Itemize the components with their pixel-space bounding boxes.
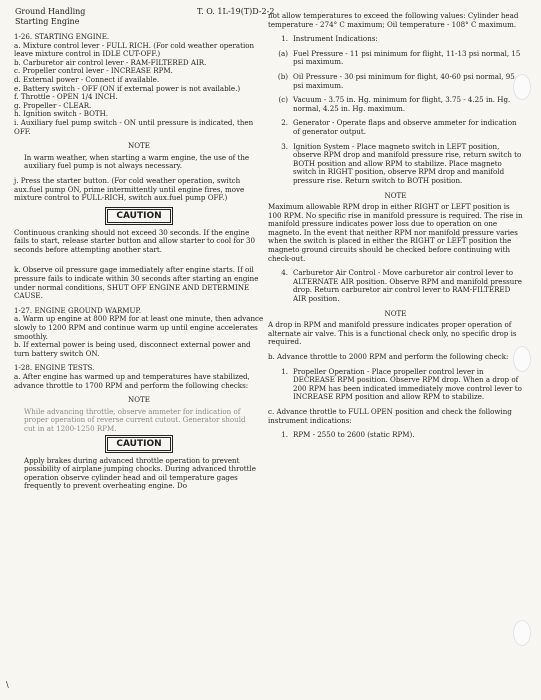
step: f. Throttle - OPEN 1/4 INCH. <box>14 92 118 102</box>
numbered-item: 2. Generator - Operate flaps and observe ammeter for indication of generator output. <box>281 118 517 136</box>
continued-text: not allow temperatures to exceed the following values: Cylinder head temperature - 274° C maximum; Oil temperature - 108° C maximum. <box>268 11 519 29</box>
step: a. After engine has warmed up and temperatures have stabilized, advance throttle to 1700 RPM and perform the following checks: <box>14 372 250 390</box>
section-title: Ground Handling <box>15 7 86 16</box>
step: a. Warm up engine at 800 RPM for at least one minute, then advance slowly to 1200 RPM and continue warm up until engine accelerates smoothly. <box>14 314 264 341</box>
sub-item: (b) Oil Pressure - 30 psi minimum for flight, 40-60 psi normal, 95 psi maximum. <box>277 71 515 90</box>
numbered-item: 3. Ignition System - Place magneto switch in LEFT position, observe RPM drop and manifold pressure rise, return switch to BOTH position and allow RPM to stabilize. Place magneto switch in RIGHT position, observe RPM drop and manifold pressure rise. Return switch to BOTH position. <box>281 141 522 185</box>
numbered-item: 1. RPM - 2550 to 2600 (static RPM). <box>281 430 415 440</box>
caution-text: Apply brakes during advanced throttle operation to prevent possibility of airplane jumping chocks. During advanced throttle operation observe cylinder head and oil temperature gages frequently to prevent overheating engine. Do <box>24 455 256 491</box>
right-column <box>268 12 523 440</box>
step: a. Mixture control lever - FULL RICH. (For cold weather operation leave mixture control in IDLE CUT-OFF.) <box>14 40 255 59</box>
note-heading: NOTE <box>384 190 407 200</box>
caution-label: CAUTION <box>107 437 171 451</box>
subsection-title: Starting Engine <box>15 17 80 26</box>
step: g. Propeller - CLEAR. <box>14 100 92 110</box>
section-heading: 1-28. ENGINE TESTS. <box>14 363 95 373</box>
step: b. Advance throttle to 2000 RPM and perform the following check: <box>268 352 509 361</box>
note-text: Maximum allowable RPM drop in either RIGHT or LEFT position is 100 RPM. No specific rise in manifold pressure is required. The rise in manifold pressure indicates power loss due to operation on one magneto. In the event that neither RPM nor manifold pressure varies when the switch is placed in either the RIGHT or LEFT position the magneto ground circuits should be checked before continuing with check-out. <box>268 202 523 263</box>
step: k. Observe oil pressure gage immediately after engine starts. If oil pressure fails to indicate within 30 seconds after starting an engine under normal conditions, SHUT OFF ENGINE AND DETERMINE CAUSE. <box>14 265 259 301</box>
note-text: In warm weather, when starting a warm engine, the use of the auxiliary fuel pump is not always necessary. <box>24 152 250 171</box>
step: c. Advance throttle to FULL OPEN position and check the following instrument indications: <box>268 406 512 425</box>
left-column <box>14 33 264 491</box>
step: b. If external power is being used, disconnect external power and turn battery switch ON. <box>14 340 251 358</box>
step: b. Carburetor air control lever - RAM-FILTERED AIR. <box>14 57 207 67</box>
numbered-item: 1. Instrument Indications: <box>281 34 378 44</box>
step: h. Ignition switch - BOTH. <box>14 109 109 119</box>
step: j. Press the starter button. (For cold weather operation, switch aux.fuel pump ON, prime intermittently until engine fires, move mixture control to FULL-RICH, switch aux.fuel pump OFF.) <box>14 175 245 203</box>
caution-text: Continuous cranking should not exceed 30 seconds. If the engine fails to start, release starter button and allow starter to cool for 30 seconds before attempting another start. <box>14 227 255 254</box>
step: i. Auxiliary fuel pump switch - ON until pressure is indicated, then OFF. <box>14 117 254 136</box>
running-head <box>15 7 85 27</box>
margin-mark: \ <box>6 680 9 689</box>
note-heading: NOTE <box>384 308 407 318</box>
numbered-item: 1. Propeller Operation - Place propeller control lever in DECREASE RPM position. Observe RPM drop. When a drop of 200 RPM has been indicated immediately move control lever to INCREASE RPM position and allow RPM to stabilize. <box>281 366 522 402</box>
note-heading: NOTE <box>128 141 150 151</box>
step: e. Battery switch - OFF (ON if external power is not available.) <box>14 83 241 93</box>
note-heading: NOTE <box>128 395 150 405</box>
caution-label: CAUTION <box>107 209 171 223</box>
section-heading: 1-27. ENGINE GROUND WARMUP. <box>14 305 142 315</box>
step: d. External power - Connect if available. <box>14 74 160 84</box>
sub-item: (a) Fuel Pressure - 11 psi minimum for flight, 11-13 psi normal, 15 psi maximum. <box>278 48 521 67</box>
step: c. Propeller control lever - INCREASE RPM. <box>14 66 173 76</box>
sub-item: (c) Vacuum - 3.75 in. Hg. minimum for flight, 3.75 - 4.25 in. Hg. normal, 4.25 in. Hg. maximum. <box>278 95 511 113</box>
note-text: A drop in RPM and manifold pressure indicates proper operation of alternate air valve. This is a functional check only, no specific drop is required. <box>268 320 517 347</box>
numbered-item: 4. Carburetor Air Control - Move carburetor air control lever to ALTERNATE AIR position. Observe RPM and manifold pressure drop. Return carburetor air control lever to RAM-FILTERED AIR position. <box>281 268 522 304</box>
binder-hole <box>513 620 531 646</box>
doc-number: T. O. 1L-19(T)D-2-2 <box>197 7 275 16</box>
note-text: While advancing throttle, observe ammeter for indication of proper operation of reverse current cutout. Generator should cut in at 1200-1250 RPM. <box>24 406 246 433</box>
section-heading: 1-26. STARTING ENGINE. <box>14 32 110 41</box>
